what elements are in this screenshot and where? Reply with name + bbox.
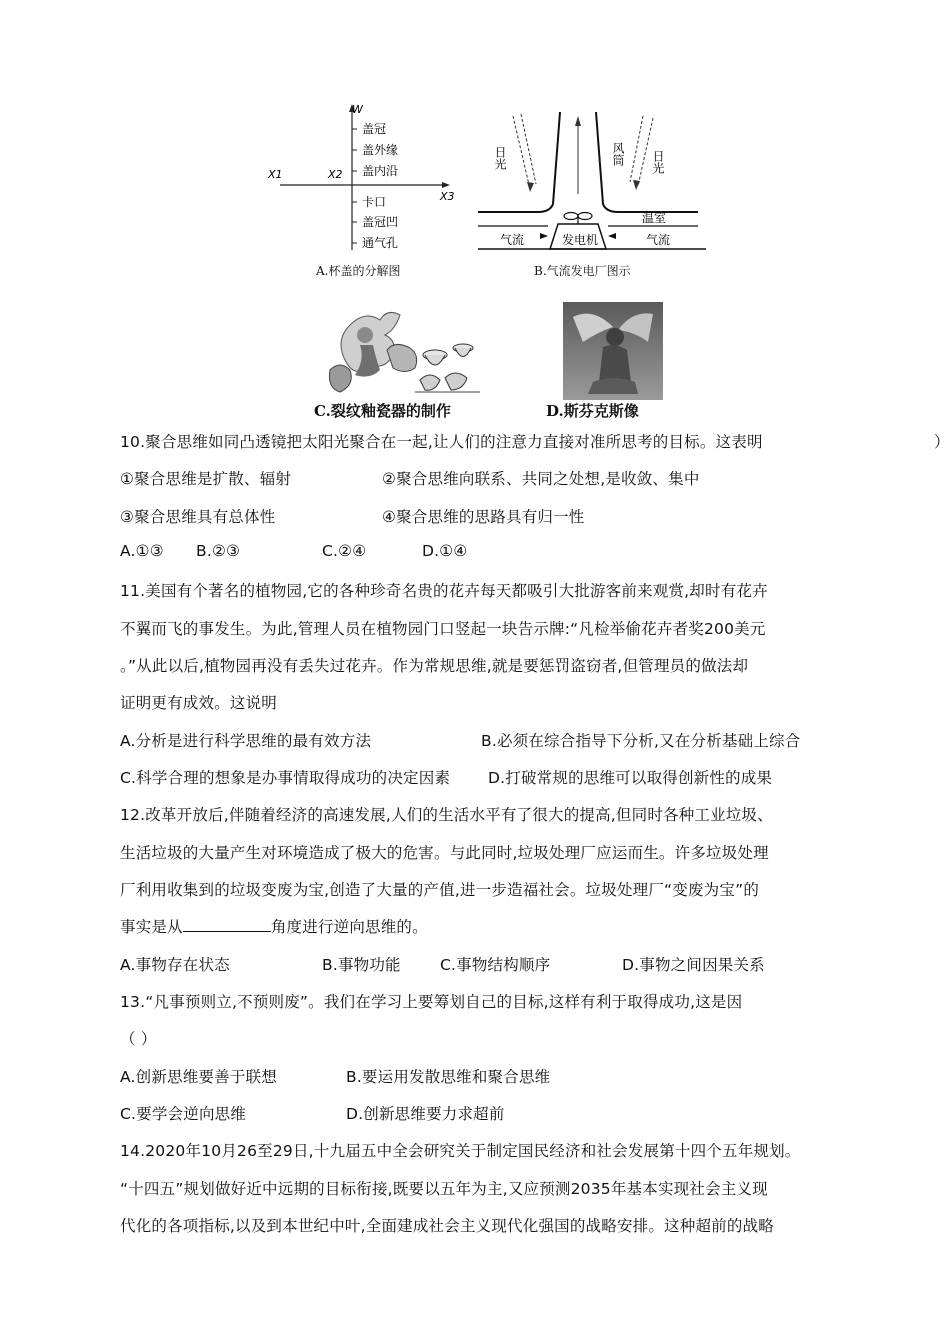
airflow-arrow-left-icon [540, 233, 548, 239]
q10-option-4: ④聚合思维的思路具有归一性 [382, 508, 585, 526]
q13-bracket: （ ） [120, 1030, 157, 1048]
sunlight-arrow-right-icon [633, 180, 640, 190]
axis-arrow-right-icon [442, 182, 450, 188]
figure-b [478, 104, 708, 254]
q13-line-1: 13.“凡事预则立,不预则废”。我们在学习上要筹划自己的目标,这样有利于取得成功,这是因 [120, 993, 743, 1011]
q11-line-1: 11.美国有个著名的植物园,它的各种珍奇名贵的花卉每天都吸引大批游客前来观赏,却时有花卉 [120, 582, 768, 600]
q14-line-1: 14.2020年10月26至29日,十九届五中全会研究关于制定国民经济和社会发展第十四个五年规划。 [120, 1142, 801, 1160]
q10-option-3: ③聚合思维具有总体性 [120, 508, 276, 526]
q10-choice-c: C.②④ [322, 542, 367, 560]
label-upper-1: 盖冠 [362, 122, 387, 136]
figure-d-caption: D.斯芬克斯像 [546, 402, 639, 420]
figure-a [260, 100, 460, 285]
label-lower-3: 通气孔 [362, 236, 399, 250]
greenhouse-label: 温室 [642, 211, 667, 225]
axis-w-label: W [352, 103, 363, 116]
q12-line-4-pre: 事实是从 [120, 918, 183, 936]
q10-choice-b: B.②③ [196, 542, 241, 560]
q11-choice-b: B.必须在综合指导下分析,又在分析基础上综合 [481, 732, 801, 750]
figure-b-caption: B.气流发电厂图示 [534, 264, 631, 278]
q13-choice-b: B.要运用发散思维和聚合思维 [346, 1068, 551, 1086]
axis-x1-label: X1 [268, 168, 283, 181]
q12-line-1: 12.改革开放后,伴随着经济的高速发展,人们的生活水平有了很大的提高,但同时各种工业垃圾、 [120, 806, 773, 824]
lid-diagram [260, 100, 460, 260]
q12-line-2: 生活垃圾的大量产生对环境造成了极大的危害。与此同时,垃圾处理厂应运而生。许多垃圾处理 [120, 844, 769, 862]
q10-option-1: ①聚合思维是扩散、辐射 [120, 470, 292, 488]
q11-line-2: 不翼而飞的事发生。为此,管理人员在植物园门口竖起一块告示牌:“凡检举偷花卉者奖200美元 [120, 620, 766, 638]
axis-x2-label: X2 [328, 168, 343, 181]
updraft-arrow-icon [575, 116, 581, 126]
airflow-right-label: 气流 [646, 233, 671, 247]
sunlight-arrow-left-icon [527, 182, 534, 192]
q12-line-4-post: 角度进行逆向思维的。 [270, 918, 428, 936]
q13-choice-a: A.创新思维要善于联想 [120, 1068, 277, 1086]
sunlight-right-label: 日光 [651, 150, 665, 174]
turbine-icon [564, 213, 578, 220]
q12-choice-a: A.事物存在状态 [120, 956, 230, 974]
porcelain-illustration [325, 300, 483, 400]
q11-line-4: 证明更有成效。这说明 [120, 694, 278, 712]
label-upper-3: 盖内沿 [362, 164, 399, 178]
q13-choice-d: D.创新思维要力求超前 [346, 1105, 505, 1123]
figure-c-caption: C.裂纹釉瓷器的制作 [314, 402, 451, 420]
q11-choice-c: C.科学合理的想象是办事情取得成功的决定因素 [120, 769, 451, 787]
q11-line-3: 。”从此以后,植物园再没有丢失过花卉。作为常规思维,就是要惩罚盗窃者,但管理员的做法却 [120, 657, 749, 675]
q10-choice-a: A.①③ [120, 542, 164, 560]
q10-choice-d: D.①④ [422, 542, 468, 560]
q12-choice-b: B.事物功能 [322, 956, 401, 974]
sphinx-photo [563, 302, 663, 400]
sunlight-left-label: 日光 [493, 146, 507, 170]
q14-line-2: “十四五”规划做好近中远期的目标衔接,既要以五年为主,又应预测2035年基本实现社会主义现 [120, 1180, 768, 1198]
label-lower-2: 盖冠凹 [362, 215, 399, 229]
q10-stem: 10.聚合思维如同凸透镜把太阳光聚合在一起,让人们的注意力直接对准所思考的目标。这表明 [120, 433, 763, 451]
q10-bracket: ） [934, 433, 950, 451]
generator-label: 发电机 [562, 233, 599, 247]
figure-a-caption: A.杯盖的分解图 [316, 264, 401, 278]
airflow-arrow-right-icon [608, 233, 616, 239]
q13-choice-c: C.要学会逆向思维 [120, 1105, 247, 1123]
figure-d [563, 302, 663, 400]
q12-answer-blank[interactable] [183, 917, 271, 932]
power-plant-diagram [478, 104, 708, 254]
label-upper-2: 盖外缘 [362, 143, 399, 157]
q11-choice-a: A.分析是进行科学思维的最有效方法 [120, 732, 372, 750]
q12-choice-d: D.事物之间因果关系 [622, 956, 765, 974]
q14-line-3: 代化的各项指标,以及到本世纪中叶,全面建成社会主义现代化强国的战略安排。这种超前的战略 [120, 1217, 774, 1235]
q12-line-3: 厂利用收集到的垃圾变废为宝,创造了大量的产值,进一步造福社会。垃圾处理厂“变废为宝”的 [120, 881, 760, 899]
q12-choice-c: C.事物结构顺序 [440, 956, 551, 974]
axis-x3-label: X3 [440, 190, 455, 203]
q10-option-2: ②聚合思维向联系、共同之处想,是收敛、集中 [382, 470, 700, 488]
figure-c [325, 300, 483, 400]
label-lower-1: 卡口 [362, 195, 387, 209]
q11-choice-d: D.打破常规的思维可以取得创新性的成果 [488, 769, 773, 787]
airflow-left-label: 气流 [500, 233, 525, 247]
chimney-label: 风筒 [611, 142, 625, 166]
q12-line-4 [120, 915, 428, 937]
